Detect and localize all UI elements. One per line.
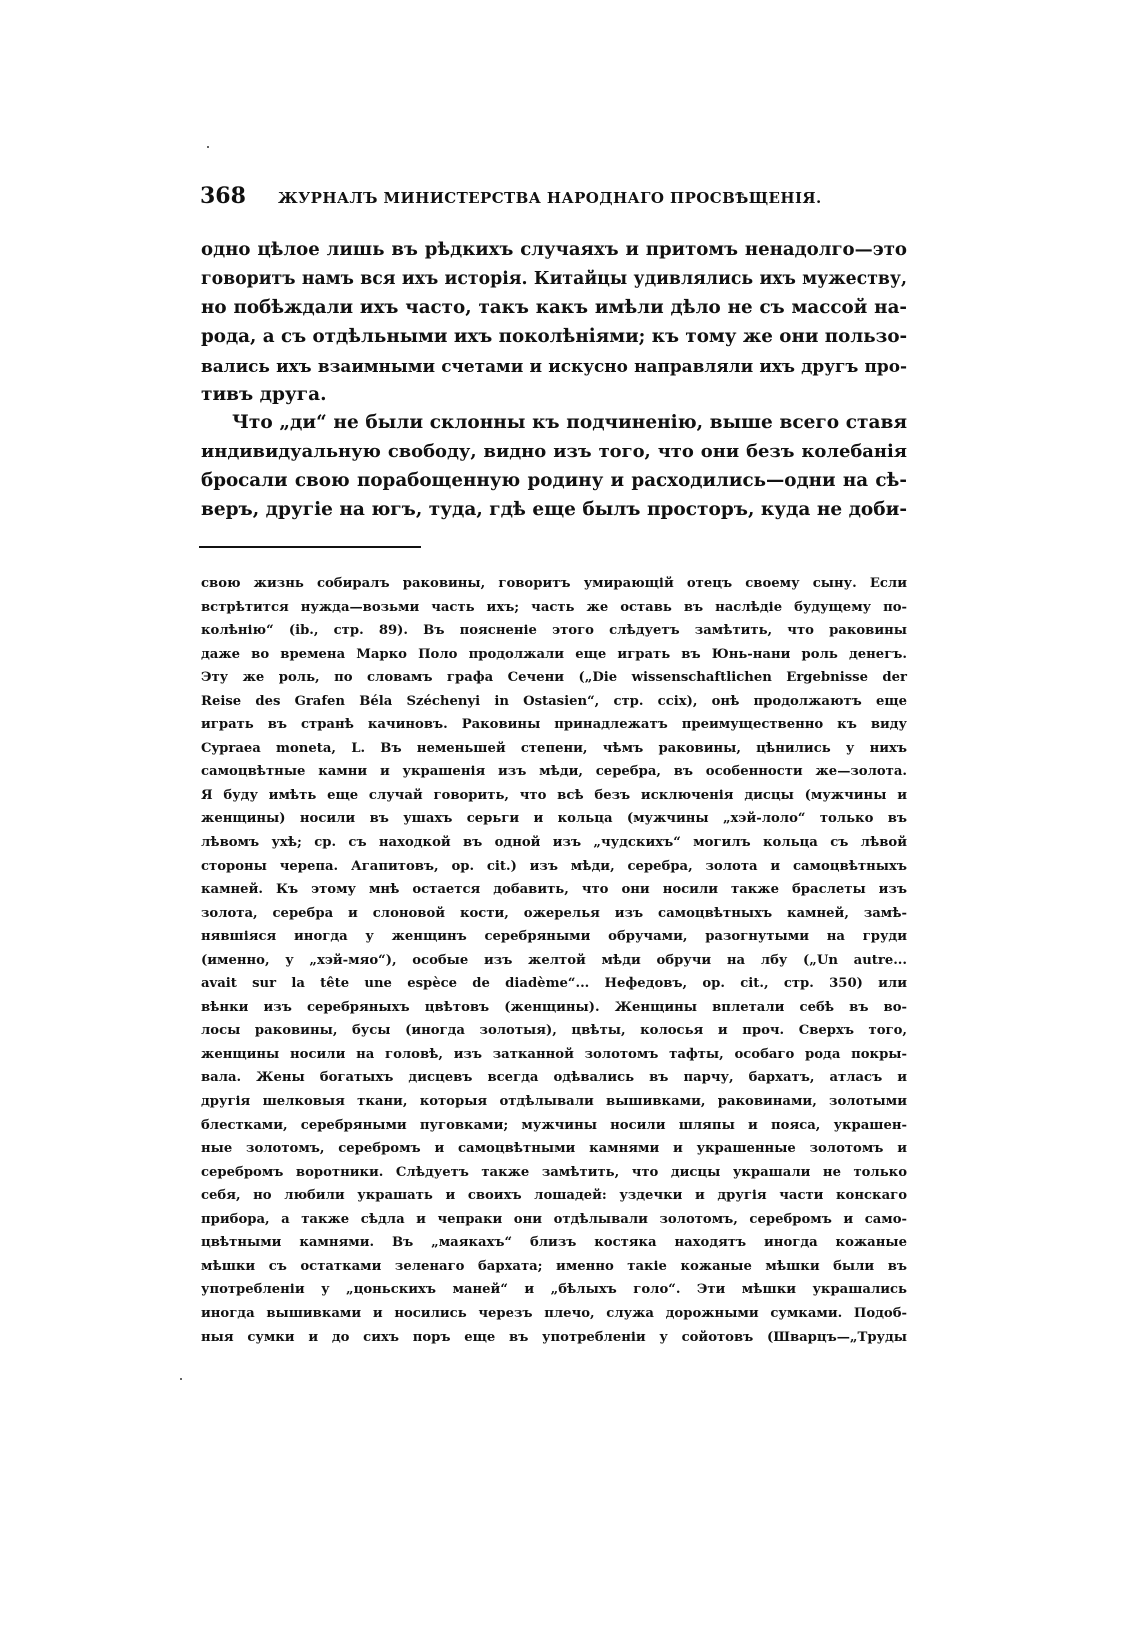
footnote-line: колѣнію“ (ib., стр. 89). Въ поясненіе этого слѣдуетъ замѣтить, что раковины [201, 623, 907, 639]
text-line: говоритъ намъ вся ихъ исторія. Китайцы удивлялись ихъ мужеству, [201, 268, 907, 289]
footnote-line: Я буду имѣть еще случай говорить, что всѣ безъ исключенія дисцы (мужчины и [201, 787, 907, 803]
scan-speck [180, 1378, 182, 1380]
footnote-line: иногда вышивками и носились черезъ плечо, служа дорожными сумками. Подоб- [201, 1305, 907, 1321]
footnote-line: блестками, серебряными пуговками; мужчины носили шляпы и пояса, украшен- [201, 1117, 907, 1133]
footnote-line: ные золотомъ, серебромъ и самоцвѣтными камнями и украшенные золотомъ и [201, 1141, 907, 1157]
footnote-line: (именно, у „хэй-мяо“), особые изъ желтой мѣди обручи на лбу („Un autre... [201, 952, 907, 968]
footnote-line: цвѣтными камнями. Въ „маякахъ“ близъ костяка находятъ иногда кожаные [201, 1235, 907, 1251]
footnote-line: Эту же роль, по словамъ графа Сечени („Die wissenschaftlichen Ergebnisse der [201, 670, 907, 686]
footnote-line: avait sur la tête une espèce de diadème“... Нефедовъ, op. cit., стр. 350) или [201, 976, 907, 992]
footnote-line: самоцвѣтные камни и украшенія изъ мѣди, серебра, въ особенности же—золота. [201, 764, 907, 780]
scan-speck [207, 146, 209, 148]
footnote-text [201, 572, 907, 1349]
footnote-line: употребленіи у „цоньскихъ маней“ и „бѣлыхъ голо“. Эти мѣшки украшались [201, 1282, 907, 1298]
footnote-line: женщины носили на головѣ, изъ затканной золотомъ тафты, особаго рода покры- [201, 1046, 907, 1062]
footnote-line: женщины) носили въ ушахъ серьги и кольца (мужчины „хэй-лоло“ только въ [201, 811, 907, 827]
text-line: одно цѣлое лишь въ рѣдкихъ случаяхъ и притомъ ненадолго—это [201, 239, 907, 260]
text-line: тивъ друга. [201, 383, 327, 405]
footnote-line: Reise des Grafen Béla Széchenyi in Ostasien“, стр. ccix), онѣ продолжаютъ еще [201, 693, 907, 709]
footnote-line: камней. Къ этому мнѣ остается добавить, что они носили также браслеты изъ [201, 882, 907, 898]
footnote-line: нявшіяся иногда у женщинъ серебряными обручами, разогнутыми на груди [201, 929, 907, 945]
footnote-line: вала. Жены богатыхъ дисцевъ всегда одѣвались въ парчу, бархатъ, атласъ и [201, 1070, 907, 1086]
footnote-line: даже во времена Марко Поло продолжали еще играть въ Юнь-нани роль денегъ. [201, 646, 907, 662]
running-header [200, 183, 840, 209]
text-line: бросали свою порабощенную родину и расходились—одни на сѣ- [201, 470, 907, 492]
text-line: веръ, другіе на югъ, туда, гдѣ еще былъ просторъ, куда не доби- [201, 499, 907, 521]
main-text [201, 236, 907, 525]
footnote-line: лѣвомъ ухѣ; ср. съ находкой въ одной изъ „чудскихъ“ могилъ кольца съ лѣвой [201, 835, 907, 851]
text-line: но побѣждали ихъ часто, такъ какъ имѣли дѣло не съ массой на- [201, 296, 907, 318]
footnote-divider [199, 546, 421, 548]
footnote-line: вѣнки изъ серебряныхъ цвѣтовъ (женщины). Женщины вплетали себѣ въ во- [201, 999, 907, 1015]
text-line: рода, а съ отдѣльными ихъ поколѣніями; къ тому же они пользо- [201, 325, 908, 347]
text-line: Что „ди“ не были склонны къ подчиненію, выше всего ставя [232, 412, 907, 434]
footnote-line: Cypraea moneta, L. Въ неменьшей степени, чѣмъ раковины, цѣнились у нихъ [201, 740, 907, 756]
footnote-line: ныя сумки и до сихъ поръ еще въ употребленіи у сойотовъ (Шварцъ—„Труды [201, 1329, 907, 1345]
text-line: индивидуальную свободу, видно изъ того, что они безъ колебанія [201, 441, 907, 463]
footnote-line: стороны черепа. Агапитовъ, op. cit.) изъ мѣди, серебра, золота и самоцвѣтныхъ [201, 858, 907, 874]
footnote-line: себя, но любили украшать и своихъ лошадей: уздечки и другія части конскаго [201, 1188, 907, 1204]
footnote-line: другія шелковыя ткани, которыя отдѣлывали вышивками, раковинами, золотыми [201, 1094, 907, 1110]
footnote-line: мѣшки съ остатками зеленаго бархата; именно такіе кожаные мѣшки были въ [201, 1258, 907, 1274]
page-number: 368 [200, 183, 246, 209]
footnote-line: свою жизнь собиралъ раковины, говоритъ умирающій отецъ своему сыну. Если [201, 576, 907, 591]
footnote-line: встрѣтится нужда—возьми часть ихъ; часть же оставь въ наслѣдіе будущему по- [201, 599, 907, 615]
footnote-line: золота, серебра и слоновой кости, ожерелья изъ самоцвѣтныхъ камней, замѣ- [201, 905, 907, 921]
footnote-line: лосы раковины, бусы (иногда золотыя), цвѣты, колосья и проч. Сверхъ того, [201, 1023, 907, 1039]
footnote-line: играть въ странѣ качиновъ. Раковины принадлежатъ преимущественно къ виду [201, 717, 907, 733]
text-line: вались ихъ взаимными счетами и искусно направляли ихъ другъ про- [201, 355, 907, 376]
footnote-line: серебромъ воротники. Слѣдуетъ также замѣтить, что дисцы украшали не только [201, 1164, 907, 1180]
footnote-line: прибора, а также сѣдла и чепраки они отдѣлывали золотомъ, серебромъ и само- [201, 1211, 907, 1227]
running-title: ЖУРНАЛЪ МИНИСТЕРСТВА НАРОДНАГО ПРОСВѢЩЕНІЯ. [278, 189, 822, 207]
